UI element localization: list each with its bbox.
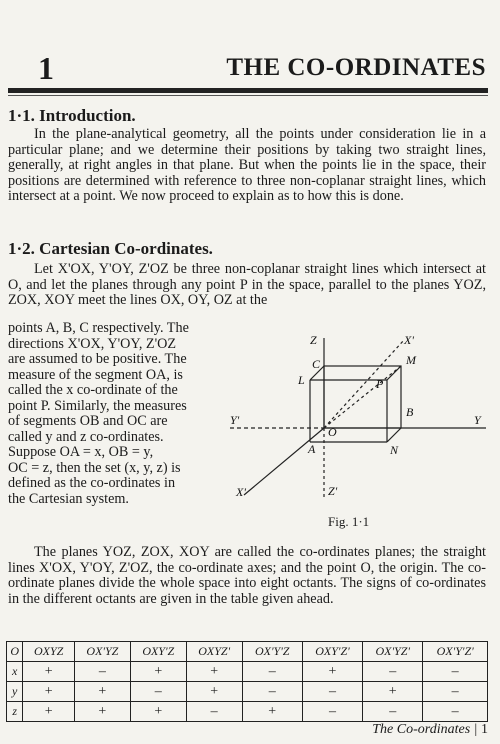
table-cell: +: [302, 662, 362, 682]
cartesian-line: called the x co-ordinate of the: [8, 382, 178, 398]
label-b: B: [406, 405, 414, 419]
cartesian-line: directions X'OX, Y'OY, Z'OZ: [8, 335, 177, 352]
axis-ox-prime: [324, 340, 404, 428]
chapter-header: [8, 50, 486, 90]
table-row-y: [7, 682, 488, 702]
table-cell: +: [363, 682, 423, 702]
cartesian-line: Suppose OA = x, OB = y,: [8, 444, 154, 460]
line-op: [324, 366, 401, 428]
table-header-cell: OX'Y'Z: [242, 642, 302, 662]
label-c: C: [312, 357, 321, 371]
table-header-cell: OXYZ': [186, 642, 242, 662]
header-rule-thin: [8, 95, 488, 96]
box-edge: [387, 428, 401, 442]
octants-text: The planes YOZ, ZOX, XOY are called the co-ordinates planes; the straight lines X'OX, Y'OY, Z'OZ, the co-ordinate axes; and the point O, the origin. The co-ordinate planes divide the whole space into eight octants. The signs of co-ordinates in the different octants are given in the table given ahead.: [8, 544, 486, 607]
table-cell: –: [363, 662, 423, 682]
table-header-cell: OX'YZ: [74, 642, 130, 662]
table-cell: –: [130, 682, 186, 702]
label-x-prime-top: X': [404, 333, 414, 347]
table-cell: –: [302, 682, 362, 702]
figure-caption: Fig. 1·1: [328, 514, 370, 529]
header-rule: [8, 88, 488, 93]
table-header-cell: O: [7, 642, 23, 662]
table-cell: +: [23, 682, 75, 702]
cartesian-line: measure of the segment OA, is: [8, 366, 183, 383]
cartesian-line: of segments OB and OC are: [8, 413, 168, 429]
label-p: P: [376, 377, 384, 391]
cartesian-paragraph-left-column: [8, 321, 222, 507]
table-cell: –: [363, 702, 423, 722]
cartesian-line: OC = z, then the set (x, y, z) is: [8, 459, 181, 476]
table-cell: +: [130, 702, 186, 722]
table-cell: +: [74, 702, 130, 722]
label-m: M: [406, 353, 416, 367]
label-a: A: [308, 442, 316, 456]
table-header-cell: OXYZ: [23, 642, 75, 662]
table-cell: –: [423, 682, 488, 702]
cartesian-paragraph: [8, 262, 486, 309]
chapter-number: 1: [38, 50, 54, 86]
table-row-z: [7, 702, 488, 722]
table-header-cell: OX'Y'Z': [423, 642, 488, 662]
cartesian-line: points A, B, C respectively. The: [8, 320, 189, 336]
label-z-prime: Z': [328, 484, 338, 498]
chapter-title: THE CO-ORDINATES: [226, 54, 486, 81]
label-x-prime-bottom: X': [236, 485, 246, 499]
label-o: O: [328, 425, 337, 439]
coordinate-figure: [224, 330, 494, 535]
table-header-cell: OXY'Z: [130, 642, 186, 662]
table-cell: –: [423, 662, 488, 682]
page-number: 1: [481, 722, 488, 737]
cartesian-line: point P. Similarly, the measures: [8, 397, 187, 414]
cartesian-line: are assumed to be positive. The: [8, 351, 187, 367]
table-cell: +: [74, 682, 130, 702]
octant-signs-table: [6, 641, 488, 722]
cartesian-line: defined as the co-ordinates in: [8, 475, 176, 491]
table-row-label: y: [7, 682, 23, 702]
section-heading-cartesian: 1·2. Cartesian Co-ordinates.: [8, 239, 213, 258]
table-row-label: x: [7, 662, 23, 682]
table-cell: +: [186, 682, 242, 702]
label-n: N: [390, 443, 399, 457]
introduction-text: In the plane-analytical geometry, all the points under consideration lie in a particular plane; and we determine their positions by taking two straight lines, generally, at right angles in that plane. But when the points lie in the space, their positions are determined with reference to three non-coplanar straight lines, which intersect at a point. We now proceed to explain as to how this is done.: [8, 126, 486, 204]
table-cell: +: [23, 662, 75, 682]
table-cell: –: [186, 702, 242, 722]
table-header-row: [7, 642, 488, 662]
axis-ox: [244, 428, 324, 495]
table-cell: +: [242, 702, 302, 722]
table-header-cell: OXY'Z': [302, 642, 362, 662]
label-y: Y: [474, 413, 481, 427]
table-cell: –: [242, 682, 302, 702]
label-l: L: [298, 373, 305, 387]
section-heading-introduction: 1·1. Introduction.: [8, 106, 136, 125]
table-cell: +: [23, 702, 75, 722]
label-y-prime: Y': [230, 413, 240, 427]
table-cell: +: [186, 662, 242, 682]
label-z: Z: [310, 333, 317, 347]
cartesian-line: the Cartesian system.: [8, 490, 129, 507]
table-header-cell: OX'YZ': [363, 642, 423, 662]
cartesian-text: Let X'OX, Y'OY, Z'OZ be three non-coplanar straight lines which intersect at O, and let the planes through any point P in the space, parallel to the planes YOZ, ZOX, XOY meet the lines OX, OY, OZ at the: [8, 261, 486, 308]
cartesian-line: called y and z co-ordinates.: [8, 428, 164, 445]
footer-title: The Co-ordinates: [372, 722, 471, 737]
octants-paragraph: [8, 545, 486, 607]
box-edge: [387, 366, 401, 380]
table-row-label: z: [7, 702, 23, 722]
table-cell: –: [242, 662, 302, 682]
table-cell: –: [423, 702, 488, 722]
page-footer: The Co-ordinates | 1: [372, 722, 488, 737]
table-cell: +: [130, 662, 186, 682]
introduction-paragraph: [8, 127, 486, 205]
table-cell: –: [302, 702, 362, 722]
table-cell: –: [74, 662, 130, 682]
table-row-x: [7, 662, 488, 682]
